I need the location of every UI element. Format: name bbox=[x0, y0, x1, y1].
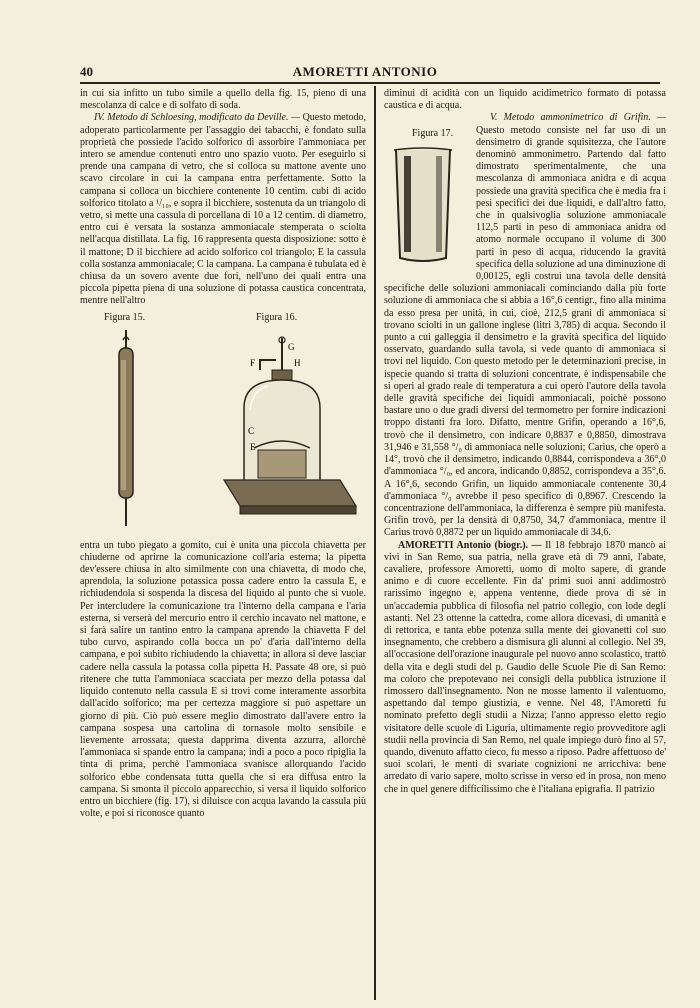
figure-17-caption: Figura 17. bbox=[412, 128, 454, 140]
left-column bbox=[80, 88, 366, 1000]
paragraph: entra un tubo piegato a gomito, cui è unita una piccola chiavetta per chiuderne od aprirne la comunicazione coll'aria esterna; la pipetta dev'essere chiusa in alto similmente con una chiavetta, di modo che, aprendola, la soluzione potassica possa cadere entro la cassula E, e richiudendola si sospenda la discesa del liquido al punto che si vuole. Per intercludere la comunicazione tra l'interno della campana e l'aria esterna, si verserà del mercurio entro il cerchio incavato nel mattone, e si farà salire un tantino entro la campana aprendo la chiavetta F del tubo curvo, aspirando colla bocca un po' d'aria dall'interno della campana, e poi subito richiudendo la chiavetta; in allora si deve lasciar cadere nella cassula la potassa colla pipetta H. Passate 48 ore, si può ritenere che tutta l'ammoniaca scacciata per mezzo della potassa dal liquido contenuto nella cassula E si trovi come interamente assorbita dall'acido solforico; ma per certezza maggiore si può aspettare un giorno di più. Ciò può essere meglio dimostrato dall'avere entro la campana sospesa una cartolina di tornasole molto sensibile e lievemente arrossata; questa dapprima diventa azzurra, allorchè l'ammoniaca si spande entro la campana; indi a poco a poco ripiglia la tinta di prima, perchè l'ammoniaca svanisce allorquando l'acido solforico ebbe condensata tutta quella che si era diffusa entro la campana. Si smonta il piccolo apparecchio, si versa il liquido solforico entro un bicchiere (fig. 17), si diluisce con acqua lavando la cassula più volte, e poi si riconosce quanto bbox=[80, 539, 366, 820]
figure-15-tube-illustration bbox=[108, 330, 144, 530]
section-heading: IV. Metodo di Schloesing, modificato da Deville. — bbox=[94, 112, 300, 124]
paragraph: in cui sia infitto un tubo simile a quello della fig. 15, pieno di una mescolanza di calce e di solfato di soda. bbox=[80, 88, 366, 112]
paragraph bbox=[80, 112, 366, 307]
figure-17-beaker-illustration bbox=[390, 146, 456, 264]
header-rule bbox=[80, 82, 660, 84]
right-column bbox=[384, 88, 666, 1000]
paragraph-text: Questo metodo consiste nel far uso di un densimetro di grande squisitezza, che l'autore denominò ammonimetro. Partendo dal fatto dimostrato sperimentalmente, che una mescolanza di ammoniaca anidra e di acqua possiede una gravità specifica che è media fra i pesi specifici dei due liquidi, e dall'altro fatto, che in qualsivoglia soluzione ammoniacale 112,5 parti in peso di ammoniaca anidra od atomo normale occupano il volume di 300 parti in peso di acqua, riducendo la gravità specifica della soluzione ad una diminuzione di 0,00125, egli costruì una tavola delle densità specifiche delle soluzioni ammoniacali cominciando dalla più forte soluzione di ammoniaca che si abbia a 16°,6 centigr., fino alla minima da esso presa per unità, in cui, cioè, 212,5 grani di ammoniaca si trovano sciolti in un gallone inglese (litri 3,785) di acqua. Secondo il punto a cui galleggia il densimetro e la gravità specifica del liquido osservato, guardando sulla tavola, si vede quanto di ammoniaca si trovi nel liquido. Con questo metodo per le determinazioni precise, in ispecie quando si tratta di soluzioni concentrate, è indispensabile che si operi al grado reale di temperatura a cui operò l'autore della tavola delle gravità specifiche dei liquidi ammoniacali, poichè possono bastare uno o due gradi diversi del termometro per fornire indicazioni troppo distanti fra loro. Difatto, mentre Grifin, operando a 16°,6, trovò che il densimetro, con indicare 0,8837 e 0,8850, dimostrava 31,946 e 31,558 °/₀ di ammoniaca nelle soluzioni; Carius, che operò a 14°, trovò che il densimetro, indicando 0,8844, corrispondeva a 36°,0 d'ammoniaca °/₀, ed ancora, indicando 0,8852, corrispondeva a 35°,6. A 16°,6, secondo Grifin, un liquido ammoniacale contenente 30,4 d'ammoniaca °/₀ avrebbe il peso specifico di 0,8967. Crescendo la concentrazione dell'ammoniaca, la differenza è sempre più manifesta. Grifin trovò, per la densità di 0,8750, 34,7 d'ammoniaca, mentre il Carius trovò 0,8872 per un liquido ammoniacale di 34,6. bbox=[384, 124, 666, 539]
paragraph bbox=[384, 540, 666, 796]
biography-heading: AMORETTI Antonio (biogr.). — bbox=[398, 539, 542, 551]
figure-16-caption: Figura 16. bbox=[256, 311, 298, 323]
figure-16-apparatus-illustration bbox=[220, 330, 360, 530]
column-divider bbox=[374, 86, 376, 1000]
paragraph: diminuì di acidità con un liquido acidimetrico formato di potassa caustica e di acqua. bbox=[384, 88, 666, 112]
paragraph bbox=[384, 112, 666, 539]
paragraph-text: Questo metodo, adoperato particolarmente per l'assaggio dei tabacchi, è fondato sulla proprietà che possiede l'acido solforico di assorbire l'ammoniaca per intero se amendue contenuti entro uno spazio vuoto. Per eseguirlo si prende una campana di vetro, che si colloca su mattone avente uno scavo circolare in cui la campana entra perfettamente. Sotto la campana si colloca un bicchiere contenente 10 centim. cubi di acido solforico titolato a ¹/₁₀, e sopra il bicchiere, sostenuta da un triangolo di vetro, si mette una cassula di porcellana di 10 a 12 centim. di diametro, entro cui è versata la sostanza ammoniacale stemperata o sciolta nell'acqua distillata. La fig. 16 rappresenta questa disposizione: sotto è il mattone; D il bicchiere ad acido solforico col triangolo; E la cassula colla sostanza ammoniacale; C la campana. La campana è tubulata ed è chiusa da un sovero avente due fori, nell'uno dei quali entra una piccola pipetta piena di una soluzione di potassa caustica concentrata, mentre nell'altro bbox=[80, 112, 366, 307]
figure-16-label-g: G bbox=[288, 341, 295, 352]
running-title: AMORETTI ANTONIO bbox=[292, 64, 438, 79]
figure-16-label-f: F bbox=[250, 357, 256, 368]
paragraph-text: Il 18 febbrajo 1870 mancò ai vivi in San Remo, sua patria, nella grave età di 79 anni, l'abate, cavaliere, professore Amoretti, uomo di molto sapere, di grande animo e di cuore eccellente. Fin da' primi suoi anni addimostrò rarissimo ingegno e, appena ventenne, diede prova di sè in un'accademia pubblica di filosofia nel patrio collegio, con lode degli astanti. Nel 23 ottenne la cattedra, come allora dicevasi, di umanità e di rettorica, e tanta ebbe potenza sulla mente dei giovanetti col suo insegnamento, che crebbero a dismisura gli alunni al collegio. Nel 39, all'occasione dell'orazione inaugurale pel nuovo anno scolastico, trattò della vita e degli studi del p. Gaudio delle Scuole Pie di San Remo: ma coloro che prepotevano nei consigli della pubblica istruzione il rimossero dall'insegnamento. Non ne mosse lamento il valentuomo, aspettando dal tempo giustizia, e venne. Nel 48, l'Amoretti fu nominato prefetto degli studii a Nizza; l'anno appresso eletto regio visitatore delle scuole di Liguria, ultimamente regio provveditore agli studii nella provincia di San Remo, nel quale impiego durò fino al 57, quando, divenuto affatto cieco, fu messo a riposo. Padre affettuoso de' suoi scolari, le menti di svariate cognizioni ne arricchiva: bene arredato di vario sapere, molto scrisse in verso ed in prosa, non meno che in quel genere difficilissimo che è l'italiana epigrafia. Il patrizio bbox=[384, 539, 666, 795]
figure-17 bbox=[384, 112, 470, 280]
figure-15-caption: Figura 15. bbox=[104, 311, 146, 323]
figure-16-label-h: H bbox=[294, 357, 301, 368]
figure-16-label-c: C bbox=[248, 425, 255, 436]
page-header bbox=[80, 64, 650, 84]
page-number: 40 bbox=[80, 64, 93, 79]
figure-16-label-e: E bbox=[250, 441, 256, 452]
section-heading: V. Metodo ammonimetrico di Grifin. — bbox=[490, 112, 666, 124]
figure-row bbox=[80, 308, 366, 540]
